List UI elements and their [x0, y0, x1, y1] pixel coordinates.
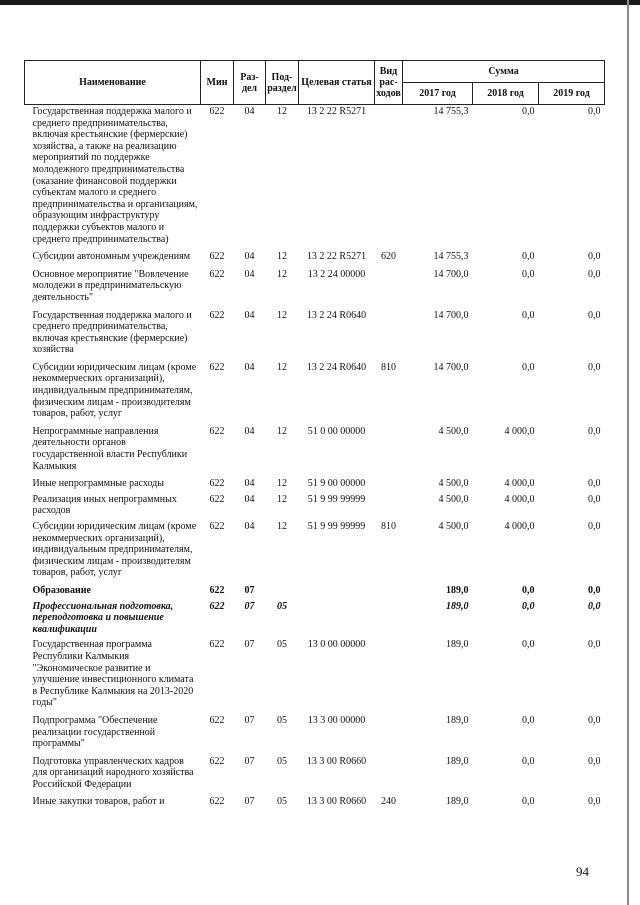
table-row	[25, 600, 605, 639]
row-sum-2019: 0,0	[588, 106, 601, 117]
row-sum-2017: 189,0	[446, 755, 469, 767]
row-sum-2018: 4 000,0	[504, 521, 535, 532]
table-body	[25, 105, 605, 814]
row-vid-rashodov	[375, 755, 403, 796]
header-celevaya-statya: Целевая статья	[299, 61, 375, 105]
row-sum-2018: 0,0	[522, 251, 535, 263]
table-row	[25, 268, 605, 309]
row-podrazdel: 05	[277, 796, 287, 808]
row-name: Субсидии юридическим лицам (кроме некоммерческих организаций), индивидуальным предпринимателям, физическим лицам - производителям товаров, работ, услуг	[32, 521, 197, 579]
row-min: 622	[209, 309, 225, 321]
row-podrazdel	[266, 584, 299, 600]
row-name: Подпрограмма "Обеспечение реализации государственной программы"	[32, 714, 158, 750]
row-sum-2017: 189,0	[446, 639, 469, 651]
row-name: Субсидии юридическим лицам (кроме некоммерческих организаций), индивидуальным предпринимателям, физическим лицам - производителям товаров, работ, услуг	[32, 361, 197, 420]
table-row	[25, 425, 605, 477]
row-name: Образование	[32, 584, 91, 596]
row-sum-2018: 4 000,0	[504, 478, 535, 490]
header-2017: 2017 год	[403, 83, 473, 105]
table-row	[25, 477, 605, 493]
row-celevaya-statya: 13 2 22 R5271	[306, 106, 367, 117]
row-sum-2019: 0,0	[588, 521, 601, 532]
row-podrazdel: 05	[277, 755, 287, 767]
row-sum-2017: 14 755,3	[433, 106, 469, 117]
row-razdel: 07	[244, 639, 255, 651]
row-sum-2018: 0,0	[522, 796, 535, 808]
table-row	[25, 638, 605, 714]
row-vid-rashodov	[375, 638, 403, 714]
row-min: 622	[209, 268, 225, 280]
table-row	[25, 493, 605, 520]
row-podrazdel: 12	[277, 268, 287, 280]
row-name: Государственная поддержка малого и среднего предпринимательства, включая крестьянские (фермерские) хозяйства, а также на реализацию мероприятий по поддержке молодежного предпринимательства (оказание финансовой поддержки субъектам малого и среднего предпринимательства и организациям, образующим инфраструктуру поддержки субъектов малого и среднего предпринимательства)	[32, 106, 198, 245]
row-sum-2019: 0,0	[588, 584, 601, 596]
row-razdel: 04	[244, 478, 255, 490]
row-razdel: 04	[244, 251, 255, 263]
row-min: 622	[209, 106, 225, 117]
row-min: 622	[209, 478, 225, 490]
row-name: Основное мероприятие "Вовлечение молодежи в предпринимательскую деятельность"	[32, 268, 189, 303]
row-sum-2019: 0,0	[588, 796, 601, 808]
row-vid-rashodov: 620	[381, 251, 396, 263]
row-vid-rashodov: 810	[381, 361, 396, 373]
row-podrazdel: 05	[277, 600, 287, 612]
top-border-line	[0, 0, 640, 5]
row-min: 622	[209, 584, 225, 596]
row-celevaya-statya: 13 2 24 R0640	[306, 309, 367, 321]
row-celevaya-statya: 51 9 99 99999	[307, 493, 366, 505]
table-row	[25, 361, 605, 425]
header-2019: 2019 год	[539, 83, 605, 105]
row-sum-2017: 4 500,0	[438, 493, 469, 505]
row-vid-rashodov	[375, 425, 403, 477]
row-sum-2017: 189,0	[446, 584, 469, 596]
header-vid-rashodov: Вид рас-ходов	[375, 61, 403, 105]
row-razdel: 07	[244, 714, 255, 726]
row-podrazdel: 12	[277, 106, 287, 117]
row-name: Государственная программа Республики Калмыкия "Экономическое развитие и улучшение инвестиционного климата в Республике Калмыкия на 2013-2020 годы"	[32, 639, 194, 709]
row-razdel: 04	[244, 361, 255, 373]
row-sum-2017: 14 700,0	[433, 361, 469, 373]
row-min: 622	[209, 639, 225, 651]
table-row	[25, 584, 605, 600]
row-min: 622	[209, 714, 225, 726]
table-row	[25, 714, 605, 755]
row-celevaya-statya: 51 9 00 00000	[307, 478, 366, 490]
row-sum-2018: 0,0	[522, 714, 535, 726]
table-row	[25, 309, 605, 361]
row-sum-2018: 0,0	[522, 600, 535, 612]
right-border-line	[627, 0, 629, 905]
row-sum-2017: 14 700,0	[433, 309, 469, 321]
header-min: Мин	[201, 61, 234, 105]
row-razdel: 04	[244, 493, 255, 505]
row-vid-rashodov	[375, 309, 403, 361]
row-celevaya-statya: 13 3 00 00000	[307, 714, 366, 726]
header-2018: 2018 год	[473, 83, 539, 105]
row-razdel: 07	[244, 796, 255, 808]
row-razdel: 07	[244, 584, 255, 596]
row-celevaya-statya	[299, 584, 375, 600]
row-razdel: 04	[244, 268, 255, 280]
row-celevaya-statya: 13 3 00 R0660	[306, 796, 367, 808]
row-celevaya-statya: 13 2 24 R0640	[306, 361, 367, 373]
row-min: 622	[209, 796, 225, 808]
row-podrazdel: 12	[277, 309, 287, 321]
row-name: Иные закупки товаров, работ и	[32, 796, 165, 808]
row-vid-rashodov: 810	[381, 521, 396, 532]
row-vid-rashodov	[375, 714, 403, 755]
page-number: 94	[576, 864, 589, 879]
row-name: Иные непрограммные расходы	[32, 478, 164, 490]
row-podrazdel: 12	[277, 361, 287, 373]
row-name: Государственная поддержка малого и среднего предпринимательства, включая крестьянские (фермерские) хозяйства	[32, 309, 192, 356]
row-celevaya-statya: 13 3 00 R0660	[306, 755, 367, 767]
row-podrazdel: 12	[277, 425, 287, 437]
row-sum-2017: 4 500,0	[438, 425, 469, 437]
row-sum-2018: 4 000,0	[504, 425, 535, 437]
row-sum-2019: 0,0	[588, 478, 601, 490]
row-vid-rashodov	[375, 477, 403, 493]
row-sum-2019: 0,0	[588, 425, 601, 437]
row-name: Реализация иных непрограммных расходов	[32, 493, 177, 517]
row-min: 622	[209, 600, 225, 612]
row-sum-2019: 0,0	[588, 714, 601, 726]
row-sum-2018: 0,0	[522, 755, 535, 767]
table-row	[25, 250, 605, 268]
row-celevaya-statya: 51 0 00 00000	[307, 425, 366, 437]
header-summa: Сумма	[403, 61, 605, 83]
row-razdel: 04	[244, 521, 255, 532]
row-vid-rashodov	[375, 268, 403, 309]
row-vid-rashodov	[375, 493, 403, 520]
table-row	[25, 105, 605, 251]
row-razdel: 07	[244, 755, 255, 767]
row-sum-2018: 0,0	[522, 106, 535, 117]
row-sum-2018: 4 000,0	[504, 493, 535, 505]
row-podrazdel: 12	[277, 521, 287, 532]
row-min: 622	[209, 425, 225, 437]
header-razdel: Раз-дел	[234, 61, 266, 105]
row-vid-rashodov	[375, 105, 403, 251]
row-celevaya-statya: 13 0 00 00000	[307, 639, 366, 651]
row-podrazdel: 12	[277, 478, 287, 490]
row-razdel: 04	[244, 309, 255, 321]
row-celevaya-statya: 51 9 99 99999	[307, 521, 366, 532]
row-celevaya-statya: 13 2 24 00000	[307, 268, 366, 280]
row-vid-rashodov	[375, 600, 403, 639]
row-sum-2017: 189,0	[446, 796, 469, 808]
row-sum-2019: 0,0	[588, 268, 601, 280]
row-name: Подготовка управленческих кадров для организаций народного хозяйства Российской Федерации	[32, 755, 194, 790]
row-sum-2019: 0,0	[588, 309, 601, 321]
row-celevaya-statya: 13 2 22 R5271	[306, 251, 367, 263]
budget-table	[24, 60, 605, 813]
row-podrazdel: 05	[277, 639, 287, 651]
row-sum-2019: 0,0	[588, 251, 601, 263]
row-sum-2018: 0,0	[522, 361, 535, 373]
row-sum-2019: 0,0	[588, 361, 601, 373]
row-min: 622	[209, 521, 225, 532]
row-min: 622	[209, 493, 225, 505]
row-sum-2018: 0,0	[522, 584, 535, 596]
row-sum-2019: 0,0	[588, 639, 601, 651]
row-sum-2017: 189,0	[446, 600, 469, 612]
row-podrazdel: 12	[277, 493, 287, 505]
table-row	[25, 795, 605, 813]
row-sum-2019: 0,0	[588, 755, 601, 767]
row-razdel: 04	[244, 106, 255, 117]
header-podrazdel: Под-раздел	[266, 61, 299, 105]
row-sum-2019: 0,0	[588, 600, 601, 612]
header-name: Наименование	[25, 61, 201, 105]
row-min: 622	[209, 755, 225, 767]
row-razdel: 04	[244, 425, 255, 437]
row-sum-2017: 4 500,0	[438, 478, 469, 490]
row-min: 622	[209, 251, 225, 263]
row-name: Непрограммные направления деятельности органов государственной власти Республики Калмыкия	[32, 425, 188, 472]
row-sum-2018: 0,0	[522, 309, 535, 321]
row-sum-2017: 14 700,0	[433, 268, 469, 280]
row-sum-2019: 0,0	[588, 493, 601, 505]
row-vid-rashodov	[375, 584, 403, 600]
row-name: Профессиональная подготовка, переподготовка и повышение квалификации	[32, 600, 174, 635]
row-name: Субсидии автономным учреждениям	[32, 251, 191, 263]
row-sum-2018: 0,0	[522, 639, 535, 651]
table-row	[25, 755, 605, 796]
row-min: 622	[209, 361, 225, 373]
row-razdel: 07	[244, 600, 255, 612]
row-celevaya-statya	[299, 600, 375, 639]
table-header	[25, 61, 605, 105]
row-sum-2018: 0,0	[522, 268, 535, 280]
row-sum-2017: 4 500,0	[438, 521, 469, 532]
row-vid-rashodov: 240	[381, 796, 396, 808]
row-sum-2017: 14 755,3	[433, 251, 469, 263]
row-sum-2017: 189,0	[446, 714, 469, 726]
row-podrazdel: 12	[277, 251, 287, 263]
row-podrazdel: 05	[277, 714, 287, 726]
table-row	[25, 520, 605, 584]
